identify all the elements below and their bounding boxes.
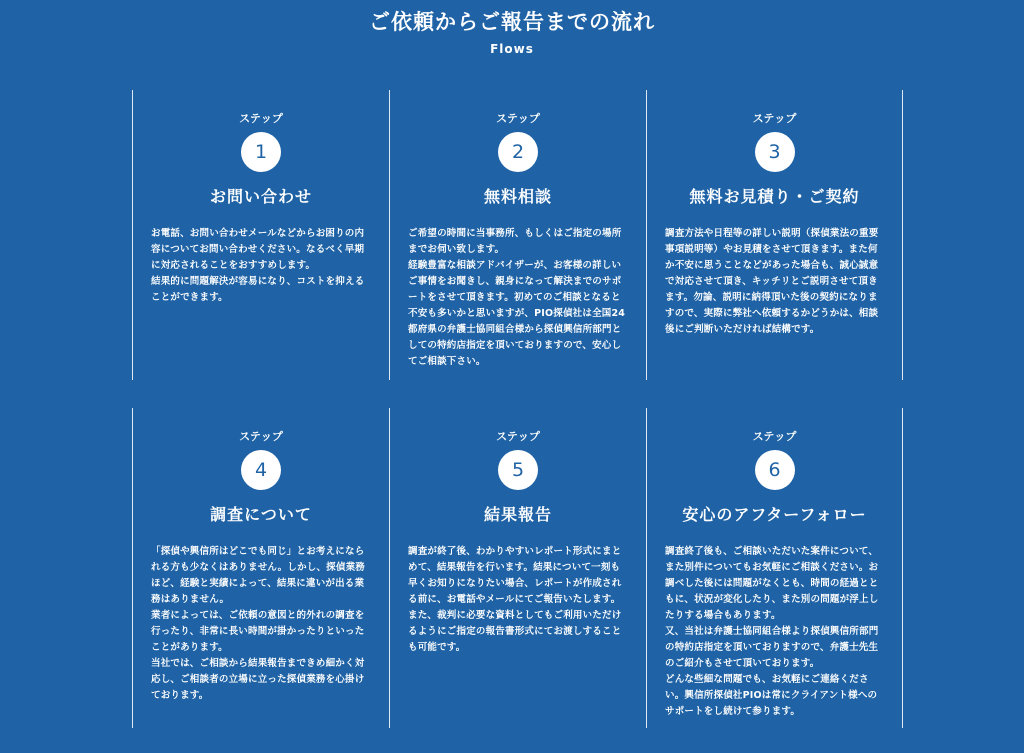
step-description: 調査終了後も、ご相談いただいた案件について、また別件についてもお気軽にご相談ください。お調べした後には問題がなくとも、時間の経過とともに、状況が変化したり、また別の問題が浮上したりする場合もあります。 又、当社は弁護士協同組合様より探偵興信所部門の特約店指定を頂いておりますので、弁護士先生のご紹介もさせて頂いております。 どんな些細な問題でも、お気軽にご連絡ください。興信所探偵社PIOは常にクライアント様へのサポートをし続けて参ります。	[665, 546, 879, 717]
step-label: ステップ	[239, 112, 283, 125]
step-number-badge: 4	[241, 450, 281, 490]
step-card-4	[132, 408, 389, 728]
step-number-badge: 2	[498, 132, 538, 172]
step-card-6	[646, 408, 903, 728]
step-label: ステップ	[752, 430, 797, 443]
step-title: 結果報告	[483, 505, 552, 524]
step-card-3	[646, 90, 903, 380]
step-card-2	[389, 90, 646, 380]
step-description: 「探偵や興信所はどこでも同じ」とお考えになられる方も少なくはありません。しかし、探偵業務ほど、経験と実績によって、結果に違いが出る業務はありません。 業者によっては、ご依頼の意図と的外れの調査を行ったり、非常に長い時間が掛かったりといったことがあります。 当社では、ご相談から結果報告まできめ細かく対応し、ご相談者の立場に立った探偵業務を心掛けております。	[151, 546, 365, 701]
step-card-5	[389, 408, 646, 728]
step-label: ステップ	[752, 112, 797, 125]
step-description: 調査が終了後、わかりやすいレポート形式にまとめて、結果報告を行います。結果について一刻も早くお知りになりたい場合、レポートが作成される前に、お電話やメールにてご報告いたします。また、裁判に必要な資料としてもご利用いただけるようにご指定の報告書形式にてお渡しすることも可能です。	[408, 546, 622, 653]
step-number-badge: 5	[498, 450, 538, 490]
step-number-badge: 1	[241, 132, 281, 172]
step-title: 安心のアフターフォロー	[682, 505, 867, 524]
section-title: ご依頼からご報告までの流れ	[369, 10, 655, 34]
step-title: お問い合わせ	[209, 187, 312, 206]
step-description: 調査方法や日程等の詳しい説明（探偵業法の重要事項説明等）やお見積をさせて頂きます。また何か不安に思うことなどがあった場合も、誠心誠意で対応させて頂き、キッチリとご説明させて頂きます。勿論、説明に納得頂いた後の契約になりますので、実際に弊社へ依頼するかどうかは、相談後にご判断いただければ結構です。	[665, 228, 879, 335]
step-card-1	[132, 90, 389, 380]
step-label: ステップ	[239, 430, 283, 443]
step-title: 無料相談	[483, 187, 552, 206]
step-title: 調査について	[210, 505, 312, 524]
steps-row-2	[132, 408, 904, 728]
step-description: お電話、お問い合わせメールなどからお困りの内容についてお問い合わせください。なるべく早期に対応されることをおすすめします。 結果的に問題解決が容易になり、コストを抑えることができます。	[151, 228, 365, 303]
step-description: ご希望の時間に当事務所、もしくはご指定の場所までお伺い致します。 経験豊富な相談アドバイザーが、お客様の詳しいご事情をお聞きし、親身になって解決までのサポートをさせて頂きます。初めてのご相談となると不安も多いかと思いますが、PIO探偵社は全国24都府県の弁護士協同組合様から探偵興信所部門としての特約店指定を頂いておりますので、安心してご相談下さい。	[408, 228, 626, 367]
step-label: ステップ	[496, 430, 540, 443]
step-number-badge: 6	[755, 450, 795, 490]
step-number-badge: 3	[755, 132, 795, 172]
step-title: 無料お見積り・ご契約	[689, 187, 860, 206]
section-subtitle: Flows	[490, 42, 534, 56]
steps-row-1	[132, 90, 904, 380]
step-label: ステップ	[496, 112, 540, 125]
